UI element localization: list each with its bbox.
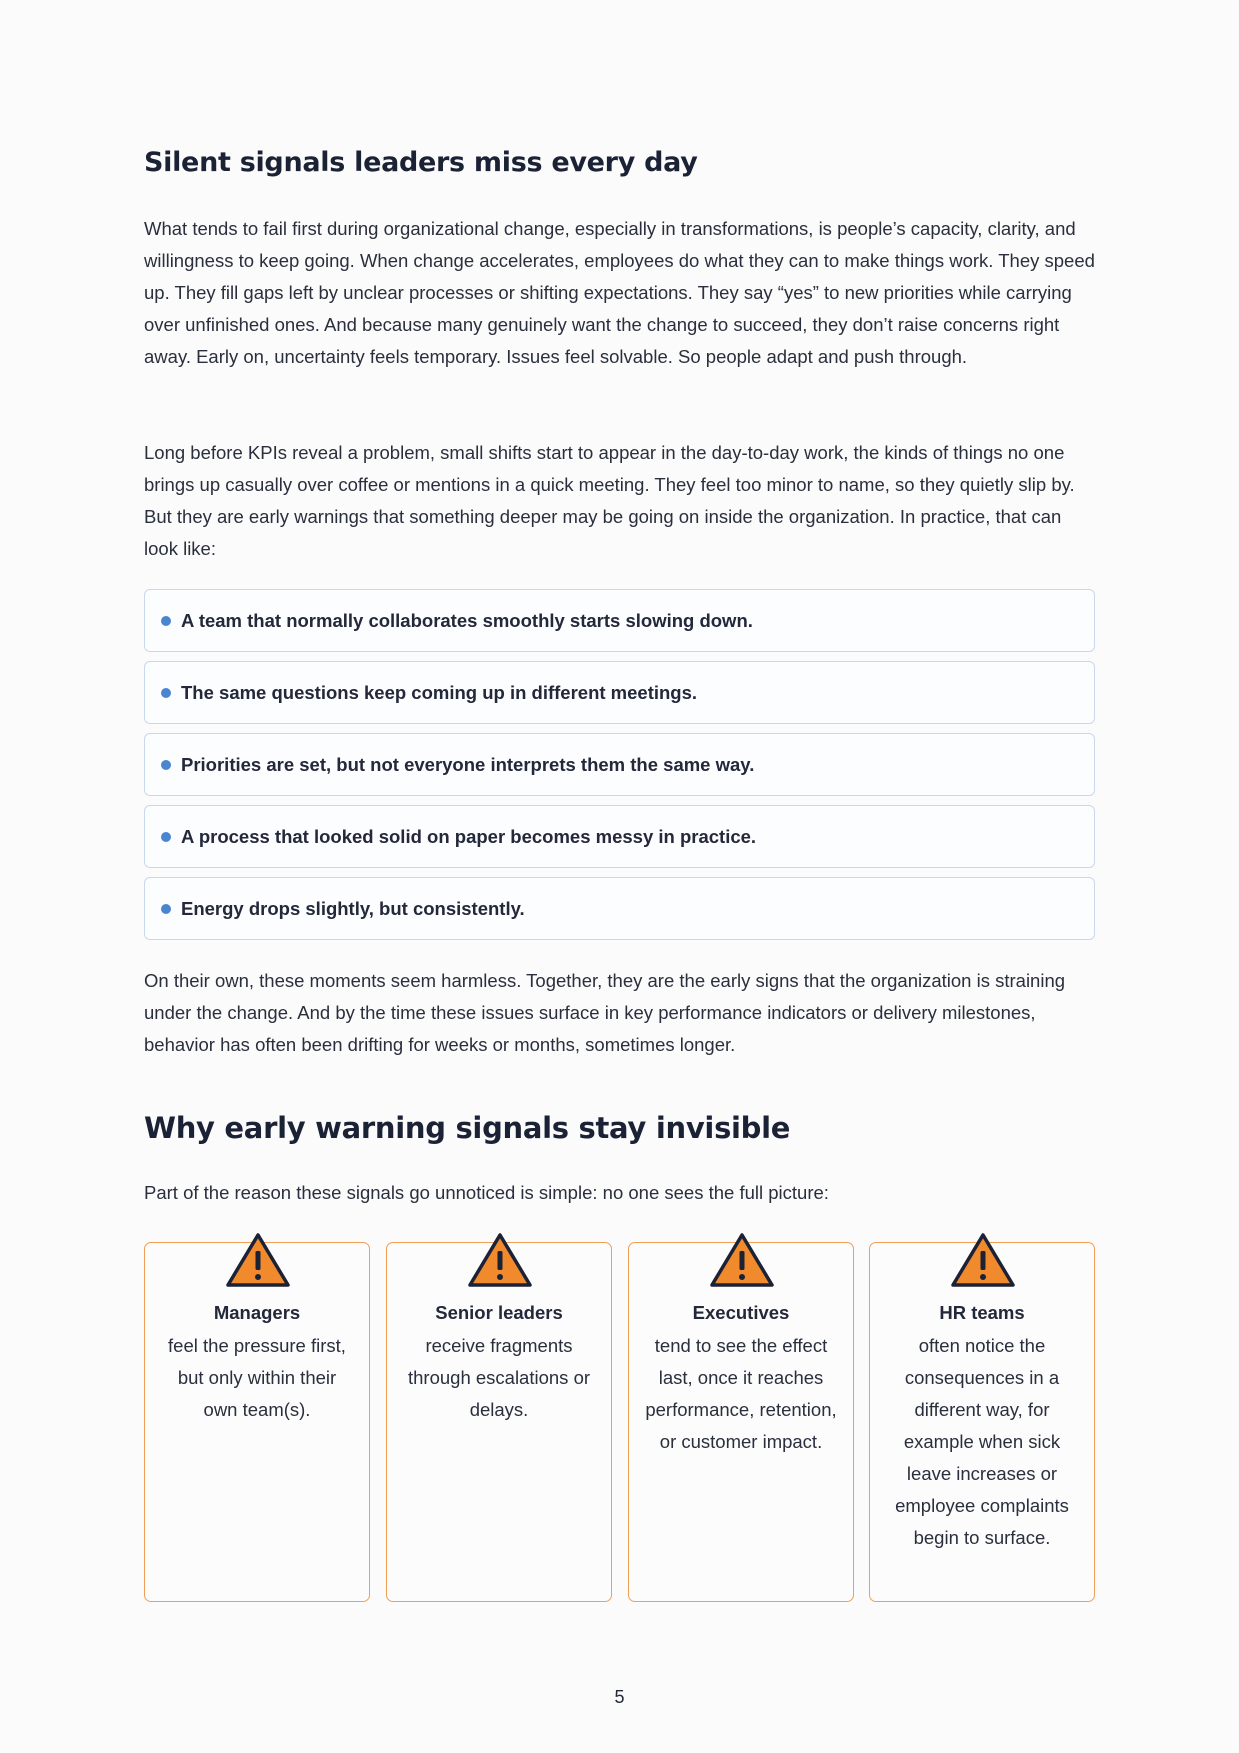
- card-title: Managers: [213, 1302, 301, 1323]
- list-item: [144, 877, 1095, 940]
- card-body: receive fragments through escalations or delays.: [407, 1335, 591, 1420]
- card-title: HR teams: [939, 1302, 1025, 1323]
- warning-triangle-icon: [225, 1232, 291, 1288]
- paragraph-early-shifts: Long before KPIs reveal a problem, small shifts start to appear in the day-to-day work, the kinds of things no one brings up casually over coffee or mentions in a quick meeting. They feel too minor to name, so they quietly slip by. But they are early warnings that something deeper may be going on inside the organization. In practice, that can look like:: [144, 442, 1075, 559]
- bullet-dot-icon: [161, 832, 171, 842]
- card-title: Senior leaders: [435, 1302, 563, 1323]
- bullet-dot-icon: [161, 616, 171, 626]
- paragraph-full-picture: Part of the reason these signals go unnoticed is simple: no one sees the full picture:: [144, 1182, 829, 1203]
- paragraph-harmless-moments: On their own, these moments seem harmless. Together, they are the early signs that the organization is straining under the change. And by the time these issues surface in key performance indicators or delivery milestones, behavior has often been drifting for weeks or months, sometimes longer.: [144, 970, 1066, 1055]
- list-item: [144, 589, 1095, 652]
- card-title: Executives: [692, 1302, 790, 1323]
- card-body: tend to see the effect last, once it reaches performance, retention, or customer impact.: [645, 1335, 837, 1452]
- bullet-dot-icon: [161, 760, 171, 770]
- bullet-dot-icon: [161, 688, 171, 698]
- list-item: [144, 805, 1095, 868]
- list-item: [144, 733, 1095, 796]
- list-item-text: Energy drops slightly, but consistently.: [181, 897, 525, 919]
- section-heading-silent-signals: Silent signals leaders miss every day: [144, 147, 698, 178]
- bullet-dot-icon: [161, 904, 171, 914]
- stakeholder-cards: [144, 1242, 1095, 1602]
- card-hr-teams: [869, 1242, 1095, 1602]
- warning-triangle-icon: [950, 1232, 1016, 1288]
- card-body: often notice the consequences in a different way, for example when sick leave increases or employee complaints begin to surface.: [895, 1335, 1069, 1548]
- card-senior-leaders: [386, 1242, 612, 1602]
- section-heading-invisible-signals: Why early warning signals stay invisible: [144, 1111, 791, 1145]
- list-item: [144, 661, 1095, 724]
- signals-list: [144, 589, 1095, 949]
- list-item-text: A process that looked solid on paper becomes messy in practice.: [181, 825, 757, 847]
- list-item-text: Priorities are set, but not everyone interprets them the same way.: [181, 753, 755, 775]
- card-executives: [628, 1242, 854, 1602]
- card-body: feel the pressure first, but only within their own team(s).: [168, 1335, 346, 1420]
- card-managers: [144, 1242, 370, 1602]
- list-item-text: The same questions keep coming up in different meetings.: [181, 681, 698, 703]
- warning-triangle-icon: [467, 1232, 533, 1288]
- page-number: 5: [614, 1687, 625, 1707]
- paragraph-intro: What tends to fail first during organizational change, especially in transformations, is people’s capacity, clarity, and willingness to keep going. When change accelerates, employees do what they can to make things work. They speed up. They fill gaps left by unclear processes or shifting expectations. They say “yes” to new priorities while carrying over unfinished ones. And because many genuinely want the change to succeed, they don’t raise concerns right away. Early on, uncertainty feels temporary. Issues feel solvable. So people adapt and push through.: [144, 218, 1095, 367]
- warning-triangle-icon: [709, 1232, 775, 1288]
- list-item-text: A team that normally collaborates smoothly starts slowing down.: [181, 609, 753, 631]
